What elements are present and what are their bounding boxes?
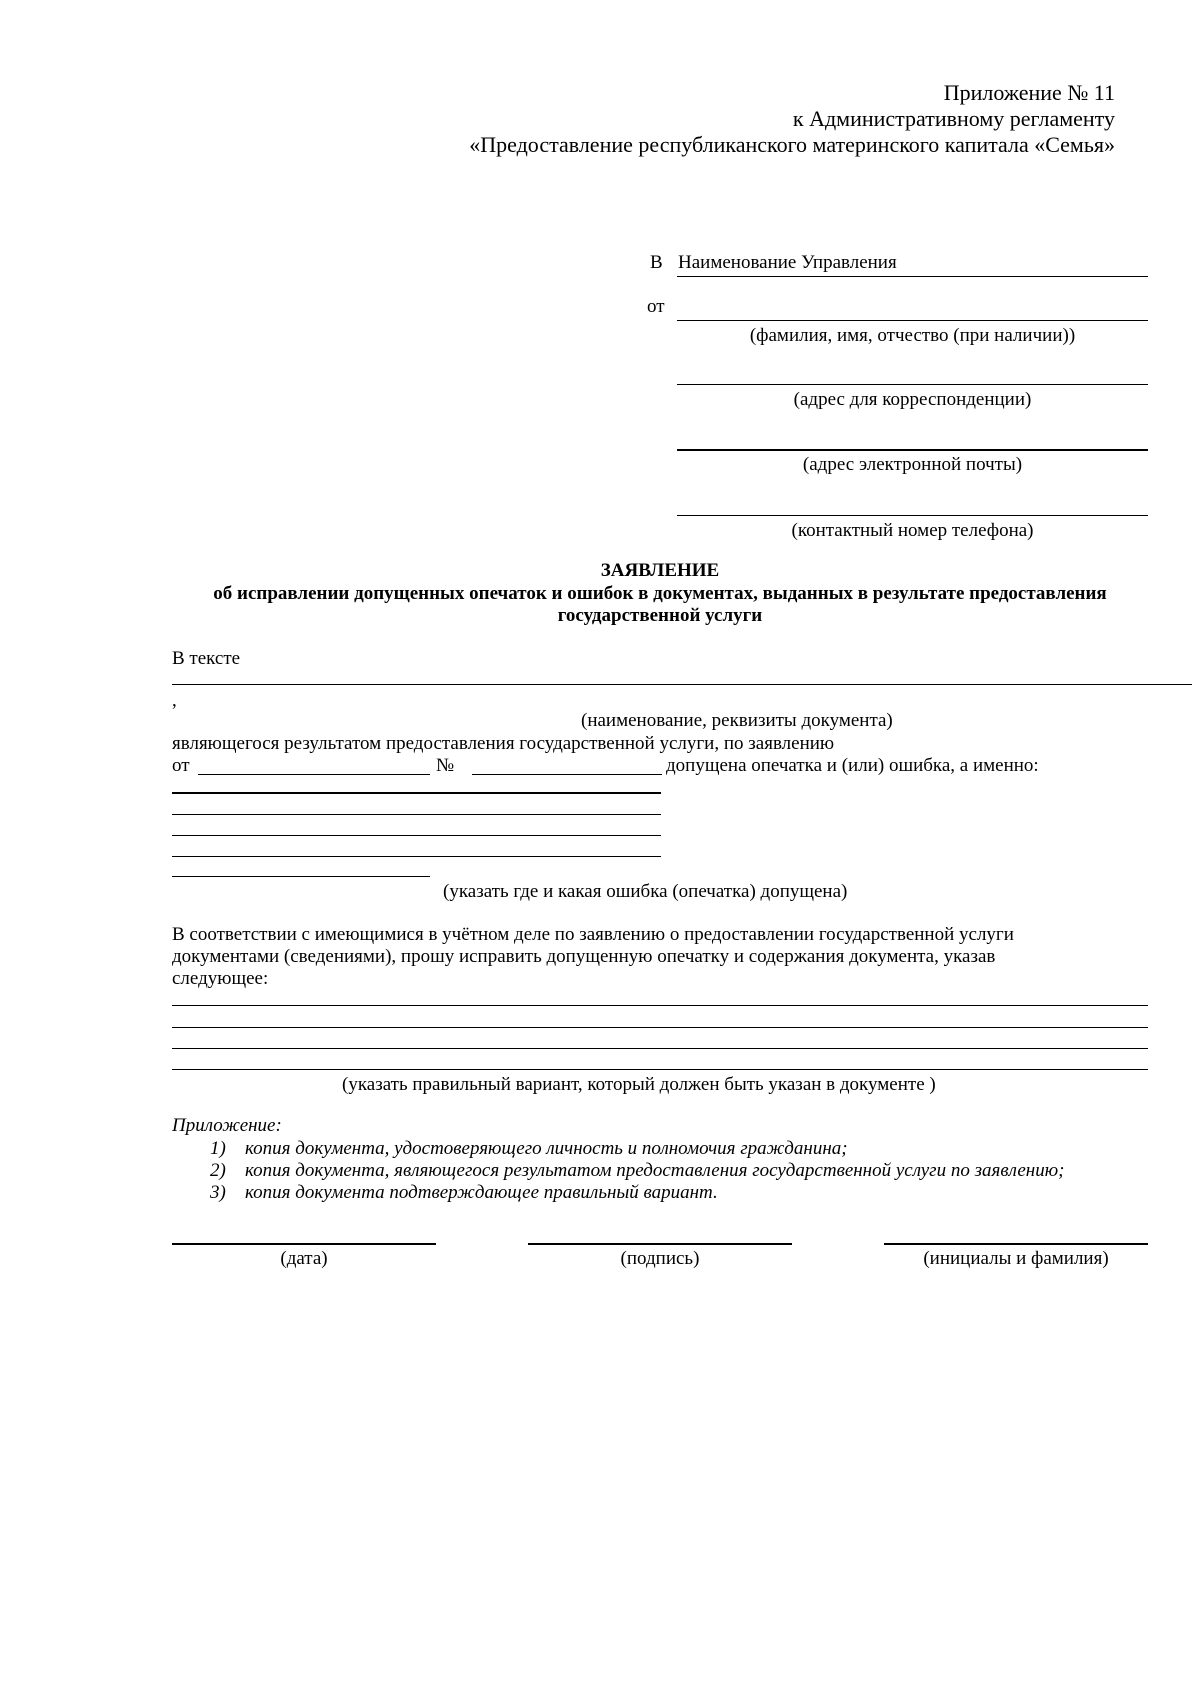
result-line: являющегося результатом предоставления государственной услуги, по заявлению	[172, 733, 835, 754]
email-caption: (адрес электронной почты)	[802, 454, 1023, 475]
error-caption: (указать где и какая ошибка (опечатка) допущена)	[443, 881, 848, 902]
appendix-regulation-title: «Предоставление республиканского материнского капитала «Семья»	[469, 132, 1115, 157]
email-line	[677, 449, 1148, 451]
sign-line	[528, 1243, 792, 1245]
fio-line	[677, 320, 1148, 321]
correct-line-1	[172, 1005, 1148, 1006]
attachment-num-1: 1)	[210, 1138, 226, 1159]
request-line-2: документами (сведениями), прошу исправить допущенную опечатку и содержания документа, указав	[172, 946, 996, 967]
error-text: допущена опечатка и (или) ошибка, а именно:	[666, 755, 1039, 776]
date-caption: (дата)	[280, 1248, 328, 1269]
error-line-1	[172, 792, 661, 794]
request-line-3: следующее:	[172, 968, 269, 989]
correct-line-3	[172, 1048, 1148, 1049]
to-prefix: В	[650, 252, 663, 273]
document-name-caption: (наименование, реквизиты документа)	[581, 710, 893, 731]
error-line-5	[172, 876, 430, 877]
appendix-number: Приложение № 11	[943, 80, 1115, 105]
comma-mark: ,	[172, 690, 177, 711]
correct-line-2	[172, 1027, 1148, 1028]
to-line	[677, 276, 1148, 277]
error-line-4	[172, 856, 661, 857]
phone-caption: (контактный номер телефона)	[791, 520, 1034, 541]
address-line	[677, 384, 1148, 385]
document-subtitle-line2: государственной услуги	[557, 605, 763, 626]
fio-caption: (фамилия, имя, отчество (при наличии))	[749, 325, 1076, 346]
from-label: от	[172, 755, 190, 776]
document-title: ЗАЯВЛЕНИЕ	[600, 560, 720, 581]
attachment-text-2: копия документа, являющегося результатом предоставления государственной услуги по заявлению;	[245, 1160, 1065, 1181]
name-signature-line	[884, 1243, 1148, 1245]
document-subtitle-line1: об исправлении допущенных опечаток и ошибок в документах, выданных в результате предоставления	[213, 583, 1107, 604]
number-blank	[472, 774, 662, 775]
error-line-3	[172, 835, 661, 836]
appendix-regulation: к Административному регламенту	[792, 106, 1115, 131]
in-text-label: В тексте	[172, 648, 241, 669]
attachment-num-3: 3)	[210, 1182, 226, 1203]
attachment-num-2: 2)	[210, 1160, 226, 1181]
phone-line	[677, 515, 1148, 516]
from-prefix: от	[647, 296, 665, 317]
attachments-heading: Приложение:	[172, 1115, 282, 1136]
date-signature-line	[172, 1243, 436, 1245]
to-organization: Наименование Управления	[678, 252, 897, 273]
attachment-text-1: копия документа, удостоверяющего личность и полномочия гражданина;	[245, 1138, 848, 1159]
number-label: №	[436, 755, 455, 776]
address-caption: (адрес для корреспонденции)	[793, 389, 1032, 410]
attachment-text-3: копия документа подтверждающее правильный вариант.	[245, 1182, 718, 1203]
sign-caption: (подпись)	[620, 1248, 700, 1269]
correct-line-4	[172, 1069, 1148, 1070]
request-line-1: В соответствии с имеющимися в учётном деле по заявлению о предоставлении государственной услуги	[172, 924, 1014, 945]
name-caption: (инициалы и фамилия)	[923, 1248, 1109, 1269]
document-name-line	[172, 684, 1192, 685]
error-line-2	[172, 814, 661, 815]
date-blank	[198, 774, 430, 775]
correct-caption: (указать правильный вариант, который должен быть указан в документе )	[342, 1074, 936, 1095]
